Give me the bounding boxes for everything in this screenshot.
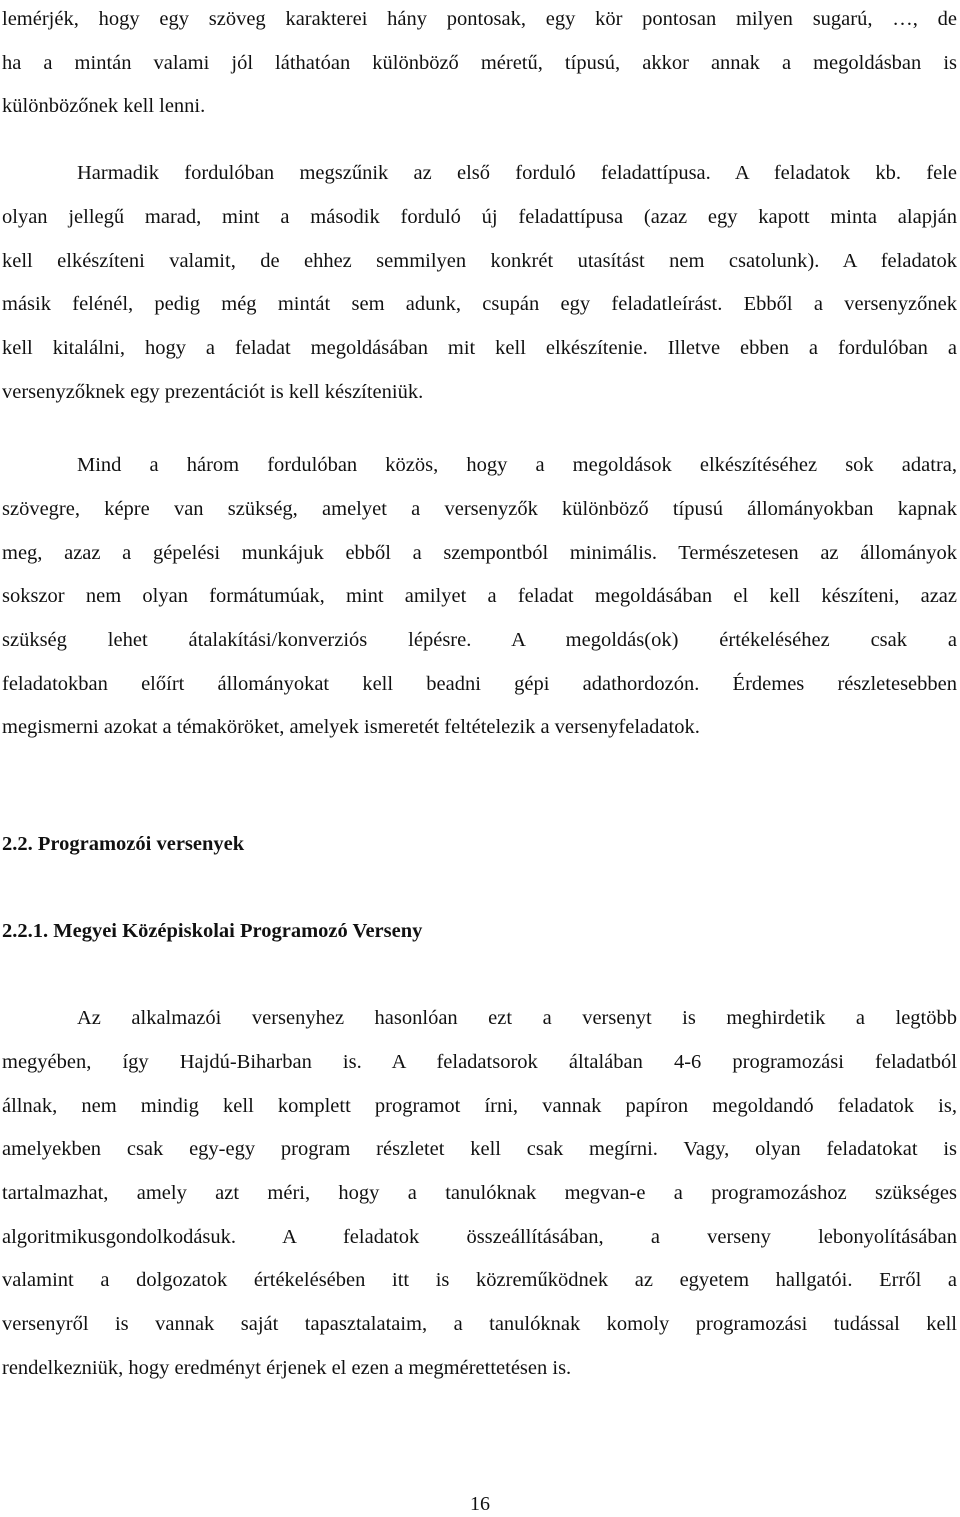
text-line: meg, azaz a gépelési munkájuk ebből a szempontból minimális. Természetesen az állományok (2, 542, 957, 564)
text-line: amelyekben csak egy-egy program részletet kell csak megírni. Vagy, olyan feladatokat is (2, 1138, 957, 1160)
text-line: kell kitalálni, hogy a feladat megoldásában mit kell elkészítenie. Illetve ebben a fordulóban a (2, 337, 957, 359)
text-line: állnak, nem mindig kell komplett programot írni, vannak papíron megoldandó feladatok is, (2, 1095, 957, 1117)
subsection-heading: 2.2.1. Megyei Középiskolai Programozó Verseny (2, 920, 423, 942)
text-line: szükség lehet átalakítási/konverziós lépésre. A megoldás(ok) értékeléséhez csak a (2, 629, 957, 651)
text-line: Mind a három fordulóban közös, hogy a megoldások elkészítéséhez sok adatra, (77, 454, 957, 476)
text-line: szövegre, képre van szükség, amelyet a versenyzők különböző típusú állományokban kapnak (2, 498, 957, 520)
text-line: kell elkészíteni valamit, de ehhez semmilyen konkrét utasítást nem csatolunk). A feladatok (2, 250, 957, 272)
text-line: sokszor nem olyan formátumúak, mint amilyet a feladat megoldásában el kell készíteni, azaz (2, 585, 957, 607)
text-line: algoritmikusgondolkodásuk. A feladatok összeállításában, a verseny lebonyolításában (2, 1226, 957, 1248)
text-line: lemérjék, hogy egy szöveg karakterei hány pontosak, egy kör pontosan milyen sugarú, …, de (2, 8, 957, 30)
text-line: másik felénél, pedig még mintát sem adunk, csupán egy feladatleírást. Ebből a versenyzőnek (2, 293, 957, 315)
section-heading: 2.2. Programozói versenyek (2, 833, 245, 855)
text-line: valamint a dolgozatok értékelésében itt is közreműködnek az egyetem hallgatói. Erről a (2, 1269, 957, 1291)
text-line: ha a mintán valami jól láthatóan különböző méretű, típusú, akkor annak a megoldásban is (2, 52, 957, 74)
text-line: megyében, így Hajdú-Biharban is. A feladatsorok általában 4-6 programozási feladatból (2, 1051, 957, 1073)
page-number: 16 (470, 1493, 490, 1515)
text-line: rendelkezniük, hogy eredményt érjenek el ezen a megmérettetésen is. (2, 1357, 572, 1379)
text-line: feladatokban előírt állományokat kell beadni gépi adathordozón. Érdemes részletesebben (2, 673, 957, 695)
text-line: Az alkalmazói versenyhez hasonlóan ezt a versenyt is meghirdetik a legtöbb (77, 1007, 957, 1029)
text-line: versenyzőknek egy prezentációt is kell készíteniük. (2, 381, 424, 403)
text-line: olyan jellegű marad, mint a második forduló új feladattípusa (azaz egy kapott minta alapján (2, 206, 957, 228)
text-line: megismerni azokat a témaköröket, amelyek ismeretét feltételezik a versenyfeladatok. (2, 716, 700, 738)
text-line: versenyről is vannak saját tapasztalataim, a tanulóknak komoly programozási tudással kell (2, 1313, 957, 1335)
text-line: különbözőnek kell lenni. (2, 95, 206, 117)
text-line: tartalmazhat, amely azt méri, hogy a tanulóknak megvan-e a programozáshoz szükséges (2, 1182, 957, 1204)
text-line: Harmadik fordulóban megszűnik az első forduló feladattípusa. A feladatok kb. fele (77, 162, 957, 184)
